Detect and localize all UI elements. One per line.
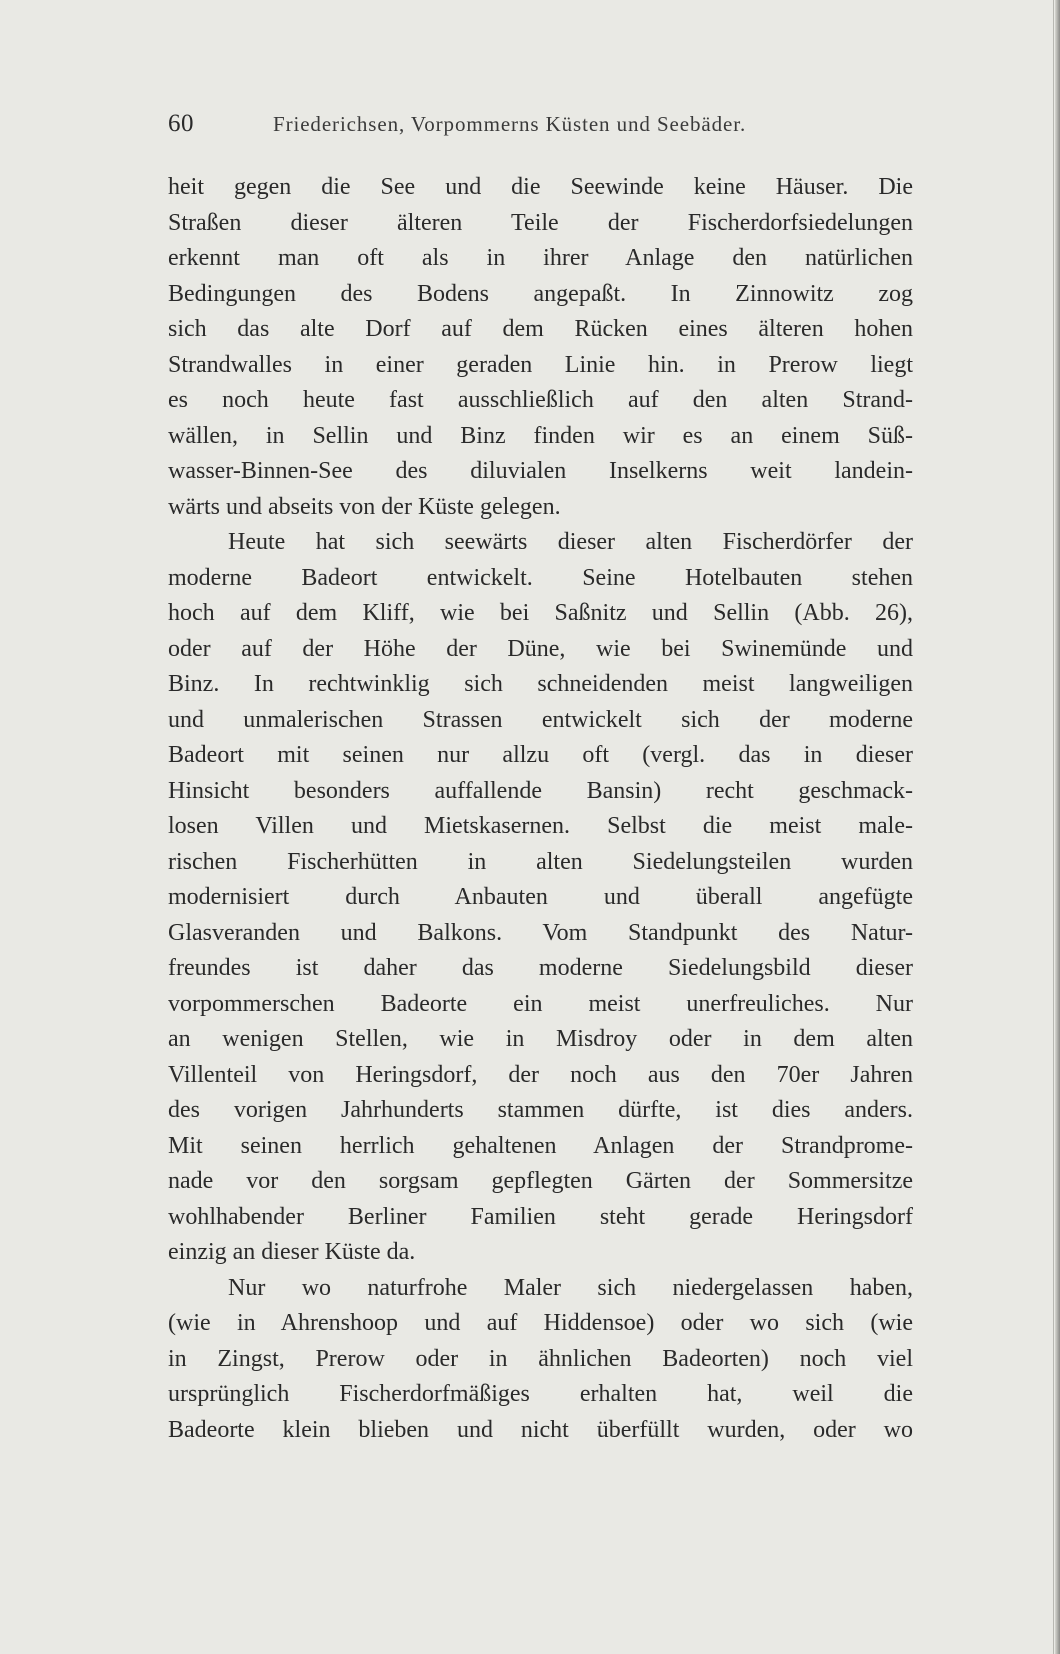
- text-line: wasser-Binnen-See des diluvialen Inselkerns weit landein-: [168, 458, 913, 484]
- text-line: Mit seinen herrlich gehaltenen Anlagen der Strandprome-: [168, 1132, 913, 1159]
- text-line: hoch auf dem Kliff, wie bei Saßnitz und Sellin (Abb. 26),: [168, 600, 913, 626]
- text-line: oder auf der Höhe der Düne, wie bei Swinemünde und: [168, 635, 913, 662]
- text-line: ursprünglich Fischerdorfmäßiges erhalten hat, weil die: [168, 1381, 913, 1407]
- paragraph-1: [168, 170, 913, 525]
- text-line: heit gegen die See und die Seewinde keine Häuser. Die: [168, 174, 913, 200]
- text-line: wohlhabender Berliner Familien steht gerade Heringsdorf: [168, 1203, 913, 1230]
- text-line: Bedingungen des Bodens angepaßt. In Zinnowitz zog: [168, 280, 913, 307]
- text-line: erkennt man oft als in ihrer Anlage den natürlichen: [168, 245, 913, 271]
- text-line: einzig an dieser Küste da.: [168, 1239, 416, 1265]
- text-line: losen Villen und Mietskasernen. Selbst die meist male-: [168, 813, 913, 839]
- page-header: [168, 106, 908, 146]
- text-line: und unmalerischen Strassen entwickelt sich der moderne: [168, 706, 913, 733]
- text-line: Hinsicht besonders auffallende Bansin) recht geschmack-: [168, 777, 913, 804]
- text-line: Heute hat sich seewärts dieser alten Fischerdörfer der: [228, 529, 913, 555]
- text-line: sich das alte Dorf auf dem Rücken eines älteren hohen: [168, 316, 913, 342]
- text-line: Nur wo naturfrohe Maler sich niedergelassen haben,: [228, 1274, 913, 1301]
- text-line: Straßen dieser älteren Teile der Fischerdorfsiedelungen: [168, 209, 913, 236]
- text-line: Strandwalles in einer geraden Linie hin. in Prerow liegt: [168, 351, 913, 378]
- text-line: moderne Badeort entwickelt. Seine Hotelbauten stehen: [168, 564, 913, 591]
- text-line: rischen Fischerhütten in alten Siedelungsteilen wurden: [168, 848, 913, 875]
- text-line: es noch heute fast ausschließlich auf den alten Strand-: [168, 387, 913, 413]
- text-line: in Zingst, Prerow oder in ähnlichen Badeorten) noch viel: [168, 1345, 913, 1372]
- text-line: Badeort mit seinen nur allzu oft (vergl. das in dieser: [168, 742, 913, 768]
- text-line: modernisiert durch Anbauten und überall angefügte: [168, 884, 913, 910]
- text-line: freundes ist daher das moderne Siedelungsbild dieser: [168, 955, 913, 981]
- text-line: Glasveranden und Balkons. Vom Standpunkt des Natur-: [168, 919, 913, 946]
- text-line: Villenteil von Heringsdorf, der noch aus den 70er Jahren: [168, 1061, 913, 1088]
- text-line: (wie in Ahrenshoop und auf Hiddensoe) oder wo sich (wie: [168, 1310, 913, 1336]
- paragraph-2: [168, 525, 913, 1271]
- text-line: des vorigen Jahrhunderts stammen dürfte, ist dies anders.: [168, 1097, 913, 1123]
- text-line: wällen, in Sellin und Binz finden wir es an einem Süß-: [168, 422, 913, 449]
- text-line: Badeorte klein blieben und nicht überfüllt wurden, oder wo: [168, 1416, 913, 1443]
- body-text: [168, 170, 913, 1448]
- text-line: nade vor den sorgsam gepflegten Gärten der Sommersitze: [168, 1168, 913, 1194]
- text-line: Binz. In rechtwinklig sich schneidenden meist langweiligen: [168, 671, 913, 697]
- text-line: an wenigen Stellen, wie in Misdroy oder in dem alten: [168, 1026, 913, 1052]
- running-head: Friederichsen, Vorpommerns Küsten und Seebäder.: [273, 112, 747, 136]
- page-edge-line: [1053, 0, 1054, 1654]
- text-line: vorpommerschen Badeorte ein meist unerfreuliches. Nur: [168, 990, 913, 1017]
- text-line: wärts und abseits von der Küste gelegen.: [168, 493, 561, 520]
- page-edge-shadow: [1055, 0, 1060, 1654]
- page-number: 60: [168, 110, 194, 137]
- paragraph-3: [168, 1271, 913, 1449]
